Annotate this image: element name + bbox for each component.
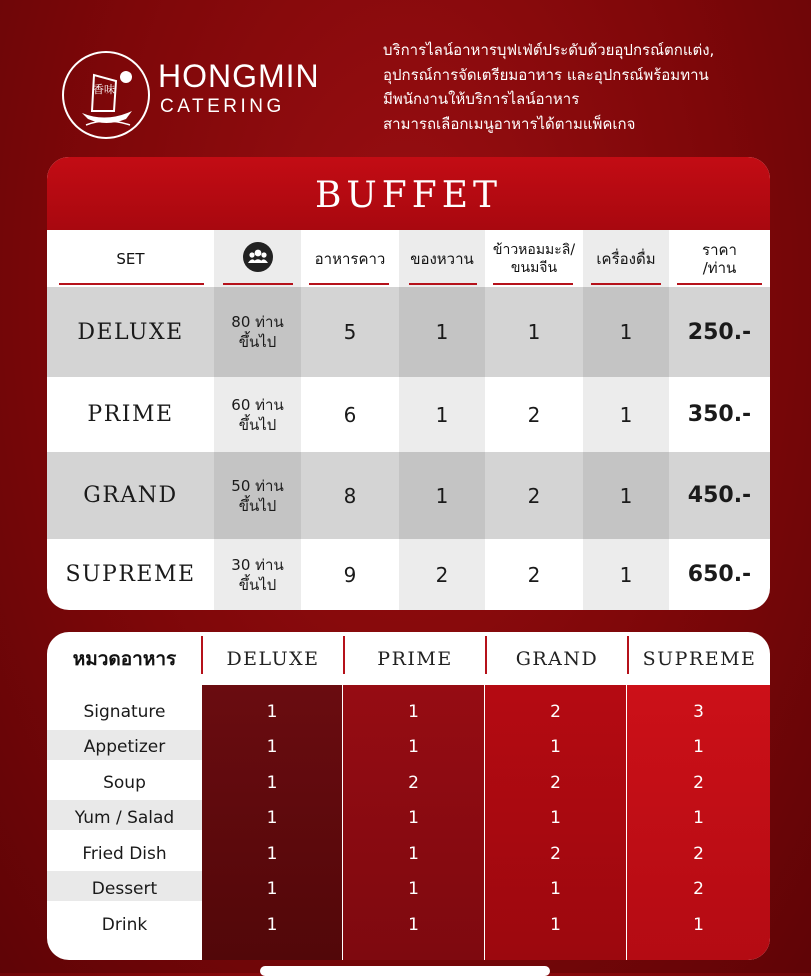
tier-value: 1 xyxy=(266,914,278,935)
category-label: Dessert xyxy=(91,878,158,899)
min-guests xyxy=(214,377,301,452)
category-header xyxy=(47,632,770,685)
min-guests-count: 30 ท่าน xyxy=(231,555,284,574)
brand-name: HONGMIN xyxy=(158,58,320,94)
category-label: Drink xyxy=(101,914,148,935)
min-guests-suffix: ขึ้นไป xyxy=(238,415,277,434)
header-set: SET xyxy=(116,249,145,268)
header-price-line2: /ท่าน xyxy=(702,258,737,277)
tier-value: 1 xyxy=(550,878,561,899)
dessert-count: 2 xyxy=(435,562,449,587)
tier-value: 1 xyxy=(408,807,419,828)
category-label: Yum / Salad xyxy=(74,807,175,828)
header-dessert: ของหวาน xyxy=(410,249,474,268)
drinks-count: 1 xyxy=(619,562,633,587)
tier-value: 2 xyxy=(408,772,419,793)
drinks-count: 1 xyxy=(619,402,633,427)
tagline xyxy=(383,38,714,136)
header-drinks: เครื่องดื่ม xyxy=(596,249,656,268)
header-underline xyxy=(591,283,661,285)
tier-value: 2 xyxy=(550,843,561,864)
bottom-card-edge xyxy=(260,966,550,976)
tier-value: 1 xyxy=(693,736,704,757)
drinks-count: 1 xyxy=(619,320,633,344)
header-underline xyxy=(59,283,204,285)
header-underline xyxy=(409,283,477,285)
tier-value: 1 xyxy=(693,807,704,828)
tier-value: 1 xyxy=(693,914,704,935)
brand-sub: CATERING xyxy=(160,96,285,117)
tier-header-supreme: SUPREME xyxy=(642,647,757,670)
price: 350.- xyxy=(687,402,752,427)
header-rice-line1: ข้าวหอมมะลิ/ xyxy=(492,241,576,258)
brand xyxy=(158,58,320,118)
tier-value: 1 xyxy=(408,843,419,864)
tier-value: 3 xyxy=(693,701,704,722)
set-name-supreme: SUPREME xyxy=(65,562,196,587)
tier-header-prime: PRIME xyxy=(377,647,453,670)
header-underline xyxy=(223,283,293,285)
min-guests-suffix: ขึ้นไป xyxy=(238,333,277,351)
tier-value: 2 xyxy=(693,878,704,899)
savory-count: 9 xyxy=(343,562,357,587)
header-underline xyxy=(677,283,762,285)
tagline-line: สามารถเลือกเมนูอาหารได้ตามแพ็คเกจ xyxy=(383,114,636,133)
set-name-deluxe: DELUXE xyxy=(77,319,184,345)
dessert-count: 1 xyxy=(435,483,449,508)
min-guests-count: 80 ท่าน xyxy=(231,313,284,331)
category-label: Fried Dish xyxy=(82,843,167,864)
price: 650.- xyxy=(687,562,752,587)
tier-value: 1 xyxy=(550,736,561,757)
min-guests-count: 60 ท่าน xyxy=(231,395,284,414)
set-name-prime: PRIME xyxy=(87,402,174,427)
header-savory: อาหารคาว xyxy=(314,249,386,268)
tier-header-deluxe: DELUXE xyxy=(226,647,320,670)
set-name-grand: GRAND xyxy=(83,483,178,508)
dessert-count: 1 xyxy=(435,402,449,427)
category-card xyxy=(47,632,770,960)
min-guests xyxy=(214,539,301,610)
category-label: Appetizer xyxy=(83,736,166,757)
buffet-title: BUFFET xyxy=(314,175,503,216)
tier-value: 1 xyxy=(408,914,419,935)
header-underline xyxy=(493,283,573,285)
buffet-header xyxy=(47,157,770,230)
min-guests-suffix: ขึ้นไป xyxy=(238,496,277,515)
tier-value: 1 xyxy=(408,878,419,899)
tier-value: 1 xyxy=(266,878,278,899)
rice-count: 2 xyxy=(527,562,541,587)
tier-value: 1 xyxy=(408,736,419,757)
tier-value: 1 xyxy=(550,914,561,935)
savory-count: 6 xyxy=(343,402,357,427)
header-price-line1: ราคา xyxy=(702,240,737,259)
tier-header-grand: GRAND xyxy=(515,647,599,670)
category-label: Soup xyxy=(103,772,146,793)
category-label: Signature xyxy=(83,701,166,722)
tier-value: 2 xyxy=(693,772,704,793)
tier-value: 2 xyxy=(550,772,561,793)
header-rice xyxy=(485,230,583,287)
rice-count: 2 xyxy=(527,483,541,508)
rice-count: 2 xyxy=(527,402,541,427)
savory-count: 5 xyxy=(343,320,357,344)
header-underline xyxy=(309,283,389,285)
tier-value: 1 xyxy=(266,807,278,828)
min-guests xyxy=(214,452,301,539)
logo-char-1: 香味 xyxy=(93,83,115,96)
tagline-line: มีพนักงานให้บริการไลน์อาหาร xyxy=(383,90,580,108)
tagline-line: อุปกรณ์การจัดเตรียมอาหาร และอุปกรณ์พร้อมทาน xyxy=(383,65,709,84)
header-price xyxy=(669,230,770,287)
brand-logo xyxy=(62,51,150,139)
dessert-count: 1 xyxy=(435,320,449,344)
price: 450.- xyxy=(687,483,752,508)
min-guests-count: 50 ท่าน xyxy=(231,476,284,495)
drinks-count: 1 xyxy=(619,483,633,508)
min-guests-suffix: ขึ้นไป xyxy=(238,575,277,594)
tier-value: 1 xyxy=(266,701,278,722)
tier-value: 1 xyxy=(266,772,278,793)
tier-value: 2 xyxy=(693,843,704,864)
price: 250.- xyxy=(687,319,752,345)
savory-count: 8 xyxy=(343,483,357,508)
people-icon xyxy=(243,242,273,276)
tier-value: 2 xyxy=(550,701,561,722)
min-guests xyxy=(214,287,301,377)
tagline-line: บริการไลน์อาหารบุฟเฟ่ต์ประดับด้วยอุปกรณ์ตกแต่ง, xyxy=(383,41,715,59)
tier-value: 1 xyxy=(408,701,419,722)
header-rice-line2: ขนมจีน xyxy=(510,259,558,276)
buffet-card xyxy=(47,157,770,610)
tier-value: 1 xyxy=(266,736,278,757)
tier-value: 1 xyxy=(550,807,561,828)
header-guests xyxy=(214,230,301,287)
rice-count: 1 xyxy=(527,320,541,344)
category-header-label: หมวดอาหาร xyxy=(72,647,177,670)
tier-value: 1 xyxy=(266,843,278,864)
